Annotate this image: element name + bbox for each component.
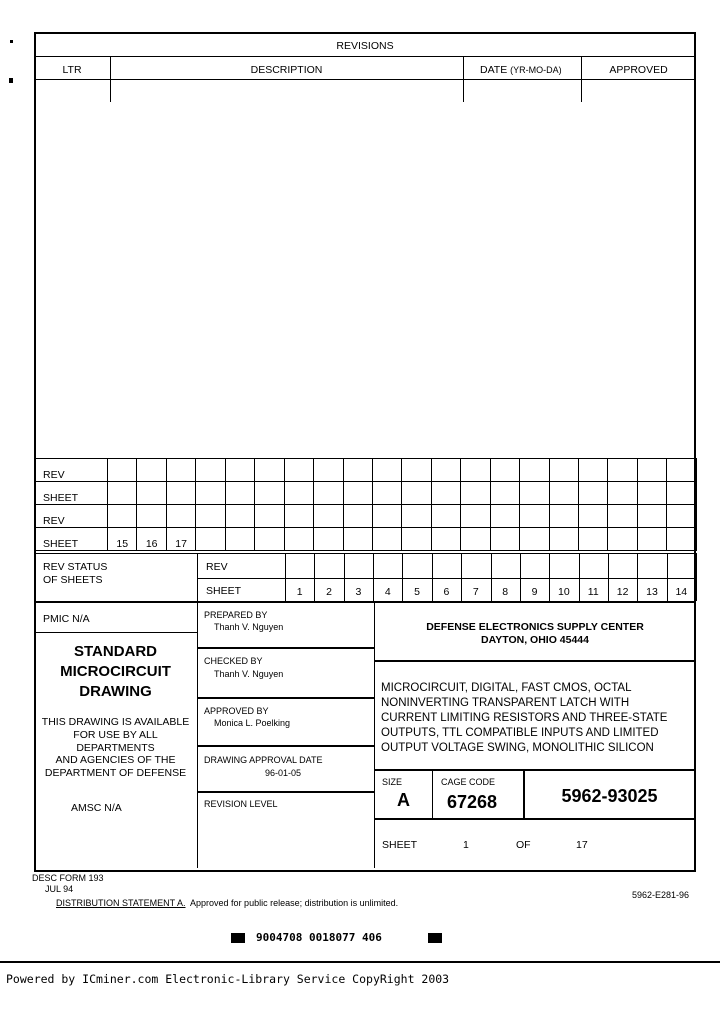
grid-row-label: REV (35, 459, 108, 482)
grid-cell (166, 459, 195, 482)
part-title-line: CURRENT LIMITING RESISTORS AND THREE-STATE (381, 712, 668, 724)
grid-cell (637, 482, 666, 505)
grid-cell (490, 459, 519, 482)
grid-cell (372, 459, 401, 482)
grid-cell (166, 482, 195, 505)
agency-address: DAYTON, OHIO 45444 (481, 634, 589, 646)
divider (696, 553, 697, 601)
grid-cell (196, 528, 225, 551)
scan-speck (9, 78, 13, 83)
divider (34, 601, 696, 603)
grid-cell (431, 528, 460, 551)
sheet-number-cell: 13 (646, 586, 658, 598)
availability-line: DEPARTMENT OF DEFENSE (44, 767, 187, 779)
sheet-label: SHEET (206, 585, 242, 597)
grid-cell (637, 528, 666, 551)
divider (463, 56, 464, 102)
size-label: SIZE (382, 777, 403, 787)
sheet-number-cell: 10 (558, 586, 570, 598)
rev-status-label: REV STATUS (43, 561, 108, 573)
grid-cell (343, 528, 372, 551)
divider (374, 660, 696, 662)
grid-cell (667, 528, 696, 551)
grid-cell (255, 505, 284, 528)
size-value: A (397, 790, 410, 810)
grid-cell (166, 505, 195, 528)
grid-cell (255, 482, 284, 505)
sheet-number-cell: 8 (502, 586, 509, 598)
divider (34, 79, 696, 80)
sheet-number-cell: 6 (443, 586, 450, 598)
barcode-block-icon (231, 933, 245, 943)
divider (374, 818, 696, 820)
grid-cell (255, 459, 284, 482)
grid-cell (461, 459, 490, 482)
grid-cell (314, 505, 343, 528)
grid-cell (402, 528, 431, 551)
distribution-text: Approved for public release; distribution is unlimited. (190, 898, 399, 908)
cage-code-label: CAGE CODE (441, 777, 496, 787)
divider (197, 697, 374, 699)
revision-level-label: REVISION LEVEL (204, 799, 278, 809)
approved-by-label: APPROVED BY (204, 706, 269, 716)
divider (34, 553, 696, 554)
grid-cell (314, 459, 343, 482)
sheet-number-cell: 9 (531, 586, 538, 598)
sheet-number: 1 (463, 839, 469, 851)
part-title-line: NONINVERTING TRANSPARENT LATCH WITH (381, 697, 630, 709)
divider (374, 769, 696, 771)
grid-cell (520, 528, 549, 551)
grid-cell (579, 528, 608, 551)
grid-cell (549, 505, 578, 528)
divider (432, 769, 433, 818)
grid-cell (549, 459, 578, 482)
divider (197, 745, 374, 747)
grid-cell (549, 528, 578, 551)
part-title-line: MICROCIRCUIT, DIGITAL, FAST CMOS, OCTAL (381, 682, 632, 694)
grid-row-label: SHEET (35, 482, 108, 505)
of-label: OF (516, 839, 531, 851)
bottom-rule (0, 961, 720, 963)
drawing-number: 5962-93025 (561, 786, 658, 806)
grid-cell (225, 528, 254, 551)
barcode-block-icon (428, 933, 442, 943)
grid-cell (431, 482, 460, 505)
watermark: Powered by ICminer.com Electronic-Library Service CopyRight 2003 (6, 972, 450, 986)
grid-cell (108, 482, 137, 505)
distribution-statement (56, 897, 398, 909)
availability-line: FOR USE BY ALL (73, 729, 158, 741)
grid-cell (549, 482, 578, 505)
grid-cell (314, 482, 343, 505)
microcircuit-title: MICROCIRCUIT (60, 663, 171, 680)
grid-cell (431, 505, 460, 528)
grid-cell (284, 528, 313, 551)
availability-line: DEPARTMENTS (76, 742, 155, 754)
grid-cell (372, 505, 401, 528)
approval-date-label: DRAWING APPROVAL DATE (204, 755, 323, 765)
grid-cell (579, 459, 608, 482)
grid-cell (402, 459, 431, 482)
grid-cell (461, 482, 490, 505)
grid-cell (314, 528, 343, 551)
sheet-number-cell: 11 (587, 586, 599, 598)
grid-cell (520, 482, 549, 505)
grid-cell (608, 482, 637, 505)
distribution-label: DISTRIBUTION STATEMENT A. (56, 898, 186, 908)
sheet-number-cell: 3 (355, 586, 362, 598)
divider (197, 647, 374, 649)
col-description-header: DESCRIPTION (250, 64, 323, 76)
pmic-label: PMIC N/A (43, 613, 90, 625)
grid-cell (284, 505, 313, 528)
grid-cell (225, 459, 254, 482)
grid-row-label: SHEET (35, 528, 108, 551)
grid-cell (343, 482, 372, 505)
availability-line: THIS DRAWING IS AVAILABLE (41, 716, 190, 728)
grid-cell (520, 505, 549, 528)
grid-cell (667, 459, 696, 482)
grid-cell (343, 459, 372, 482)
grid-row (35, 482, 697, 505)
grid-cell (490, 505, 519, 528)
divider (34, 632, 197, 633)
grid-row (35, 505, 697, 528)
grid-cell (608, 459, 637, 482)
sheet-number-cell: 14 (675, 586, 688, 598)
grid-cell (108, 505, 137, 528)
rev-sheet-grid (34, 458, 697, 551)
part-title-line: OUTPUT VOLTAGE SWING, MONOLITHIC SILICON (381, 742, 654, 754)
grid-cell (431, 459, 460, 482)
sheet-number-cell: 12 (616, 586, 629, 598)
sheet-number-cell: 2 (326, 586, 332, 598)
prepared-by-name: Thanh V. Nguyen (214, 622, 284, 632)
of-sheets-label: OF SHEETS (43, 574, 103, 586)
checked-by-name: Thanh V. Nguyen (214, 669, 284, 679)
part-title-line: OUTPUTS, TTL COMPATIBLE INPUTS AND LIMITED (381, 727, 659, 739)
grid-cell (637, 505, 666, 528)
grid-cell: 15 (108, 528, 137, 551)
grid-cell (196, 505, 225, 528)
grid-cell (579, 482, 608, 505)
grid-cell (372, 528, 401, 551)
approval-date: 96-01-05 (265, 768, 302, 778)
grid-cell (637, 459, 666, 482)
checked-by-label: CHECKED BY (204, 656, 263, 666)
divider (34, 56, 696, 57)
drawing-title: DRAWING (79, 683, 152, 700)
amsc-label: AMSC N/A (71, 802, 122, 814)
grid-cell (284, 482, 313, 505)
grid-cell (225, 505, 254, 528)
prepared-by-label: PREPARED BY (204, 610, 268, 620)
form-number: DESC FORM 193 (32, 873, 104, 883)
grid-cell (520, 459, 549, 482)
grid-cell (225, 482, 254, 505)
divider (581, 56, 582, 102)
grid-cell (284, 459, 313, 482)
sheet-number-cell: 5 (414, 586, 421, 598)
divider (110, 56, 111, 102)
cage-code-value: 67268 (447, 792, 498, 812)
grid-cell (137, 505, 166, 528)
grid-cell (608, 505, 637, 528)
grid-cell (343, 505, 372, 528)
grid-cell (108, 459, 137, 482)
availability-line: AND AGENCIES OF THE (55, 754, 176, 766)
divider (197, 791, 374, 793)
total-sheets: 17 (576, 839, 588, 851)
grid-cell (196, 459, 225, 482)
grid-cell (372, 482, 401, 505)
grid-cell (608, 528, 637, 551)
grid-cell (667, 505, 696, 528)
approved-by-name: Monica L. Poelking (214, 718, 291, 728)
grid-row (35, 459, 697, 482)
grid-cell (461, 528, 490, 551)
grid-cell (196, 482, 225, 505)
sheet-label: SHEET (382, 839, 418, 851)
grid-cell (490, 528, 519, 551)
revisions-title: REVISIONS (336, 40, 394, 52)
grid-row (35, 528, 697, 551)
grid-cell (255, 528, 284, 551)
form-date: JUL 94 (45, 884, 74, 894)
sheet-number-cell: 7 (472, 586, 479, 598)
barcode-text: 9004708 0018077 406 (256, 931, 382, 944)
grid-row-label: REV (35, 505, 108, 528)
grid-cell (461, 505, 490, 528)
sheet-number-cell: 4 (384, 586, 391, 598)
divider (197, 578, 696, 579)
grid-cell: 16 (137, 528, 166, 551)
grid-cell (490, 482, 519, 505)
scan-speck (10, 40, 13, 43)
grid-cell (137, 482, 166, 505)
grid-cell (137, 459, 166, 482)
rev-label: REV (206, 561, 228, 573)
col-date-header: DATE (YR-MO-DA) (480, 64, 562, 76)
document-code: 5962-E281-96 (632, 890, 690, 900)
grid-cell (579, 505, 608, 528)
grid-cell: 17 (166, 528, 195, 551)
col-approved-header: APPROVED (609, 64, 668, 76)
grid-cell (667, 482, 696, 505)
agency-name: DEFENSE ELECTRONICS SUPPLY CENTER (426, 621, 644, 633)
grid-cell (402, 505, 431, 528)
standard-title: STANDARD (73, 643, 158, 660)
col-ltr-header: LTR (62, 64, 82, 76)
grid-cell (402, 482, 431, 505)
sheet-number-cell: 1 (296, 586, 303, 598)
